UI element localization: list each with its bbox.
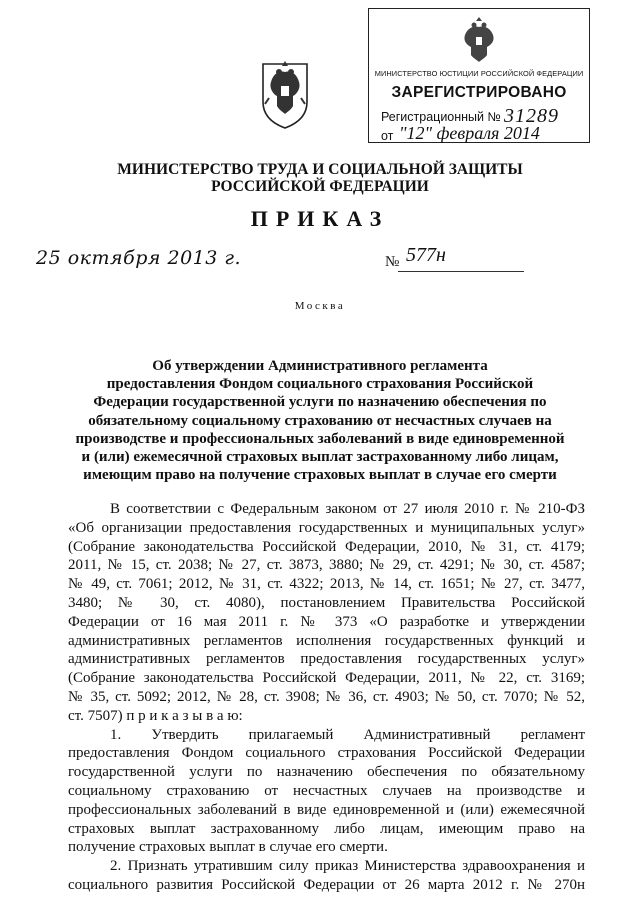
stamp-date-value: "12" февраля 2014	[399, 123, 540, 143]
stamp-registered-text: ЗАРЕГИСТРИРОВАНО	[391, 84, 567, 101]
body-line: предоставления Фондом социального страхования Российской Федерации	[68, 745, 585, 762]
ministry-title-line1: МИНИСТЕРСТВО ТРУДА И СОЦИАЛЬНОЙ ЗАЩИТЫ	[117, 161, 523, 178]
order-number-underline	[398, 271, 524, 272]
body-line: ст. 7507) п р и к а з ы в а ю:	[68, 707, 243, 724]
body-line: (Собрание законодательства Российской Федерации, 2010, № 31, ст. 4179;	[68, 538, 585, 555]
body-line: № 35, ст. 5092; 2012, № 28, ст. 3908; № 36, ст. 4903; № 50, ст. 7070; № 52,	[68, 688, 585, 705]
order-number: 577н	[406, 244, 446, 266]
body-line: Федерации от 16 мая 2011 г. № 373 «О разработке и утверждении	[68, 613, 585, 630]
subject-line: производстве и профессиональных заболеваний в виде единовременной	[75, 430, 565, 447]
subject-line: Федерации государственной услуги по назначению обеспечения по	[93, 394, 547, 411]
order-body	[68, 500, 585, 895]
body-line: (Собрание законодательства Российской Федерации, 2011, № 22, ст. 3169;	[68, 670, 585, 687]
subject-line: Об утверждении Административного регламента	[152, 358, 488, 374]
body-line: 3480; № 30, ст. 4080), постановлением Правительства Российской	[68, 594, 585, 611]
stamp-reg-number: 31289	[504, 105, 559, 127]
body-line: 2011, № 15, ст. 2038; № 27, ст. 3873, 3880; № 29, ст. 4291; № 30, ст. 4587;	[68, 557, 585, 574]
body-line: получение страховых выплат в случае его смерти.	[68, 839, 388, 856]
coat-of-arms-emblem	[255, 58, 315, 130]
body-line: страховых выплат застрахованному либо лицам, имеющим право на	[68, 820, 585, 837]
body-line: социального развития Российской Федерации от 26 марта 2012 г. № 270н	[68, 876, 585, 893]
order-number-label: №	[385, 254, 400, 270]
registration-stamp	[368, 8, 590, 143]
body-line: В соответствии с Федеральным законом от 27 июля 2010 г. № 210-ФЗ	[110, 501, 585, 517]
ministry-title	[0, 161, 640, 195]
stamp-reg-label: Регистрационный №	[381, 110, 501, 124]
ministry-title-line2: РОССИЙСКОЙ ФЕДЕРАЦИИ	[211, 178, 429, 195]
subject-line: имеющим право на получение страховых выплат в случае его смерти	[83, 467, 557, 484]
body-line: «Об организации предоставления государственных и муниципальных услуг»	[68, 519, 585, 536]
body-line: государственной услуги по назначению обеспечения по обязательному	[68, 764, 585, 781]
city: Москва	[294, 300, 346, 312]
subject-line: обязательному социальному страхованию от несчастных случаев на	[88, 412, 552, 429]
stamp-date-label: от	[381, 129, 394, 143]
body-line: административных регламентов предоставления государственных услуг»	[68, 651, 585, 668]
order-subject	[50, 357, 590, 484]
order-title: ПРИКАЗ	[250, 206, 390, 231]
body-line: 1. Утвердить прилагаемый Административный регламент	[110, 726, 585, 743]
subject-line: предоставления Фондом социального страхования Российской	[106, 376, 534, 393]
body-line: социальному страхованию от несчастных случаев на производстве и	[68, 782, 585, 799]
body-line: профессиональных заболеваний в виде единовременной и (или) ежемесячной	[68, 801, 585, 818]
body-line: № 49, ст. 7061; 2012, № 31, ст. 4322; 2013, № 14, ст. 1651; № 27, ст. 3477,	[68, 576, 585, 593]
subject-line: и (или) ежемесячной страховых выплат застрахованному либо лицам,	[81, 449, 559, 466]
body-line: 2. Признать утратившим силу приказ Министерства здравоохранения и	[110, 858, 585, 875]
stamp-ministry-text: МИНИСТЕРСТВО ЮСТИЦИИ РОССИЙСКОЙ ФЕДЕРАЦИИ	[374, 69, 584, 78]
order-date: 25 октября 2013 г.	[36, 247, 242, 269]
eagle-icon	[459, 17, 499, 63]
body-line: административных регламентов исполнения государственных функций и	[68, 632, 585, 649]
